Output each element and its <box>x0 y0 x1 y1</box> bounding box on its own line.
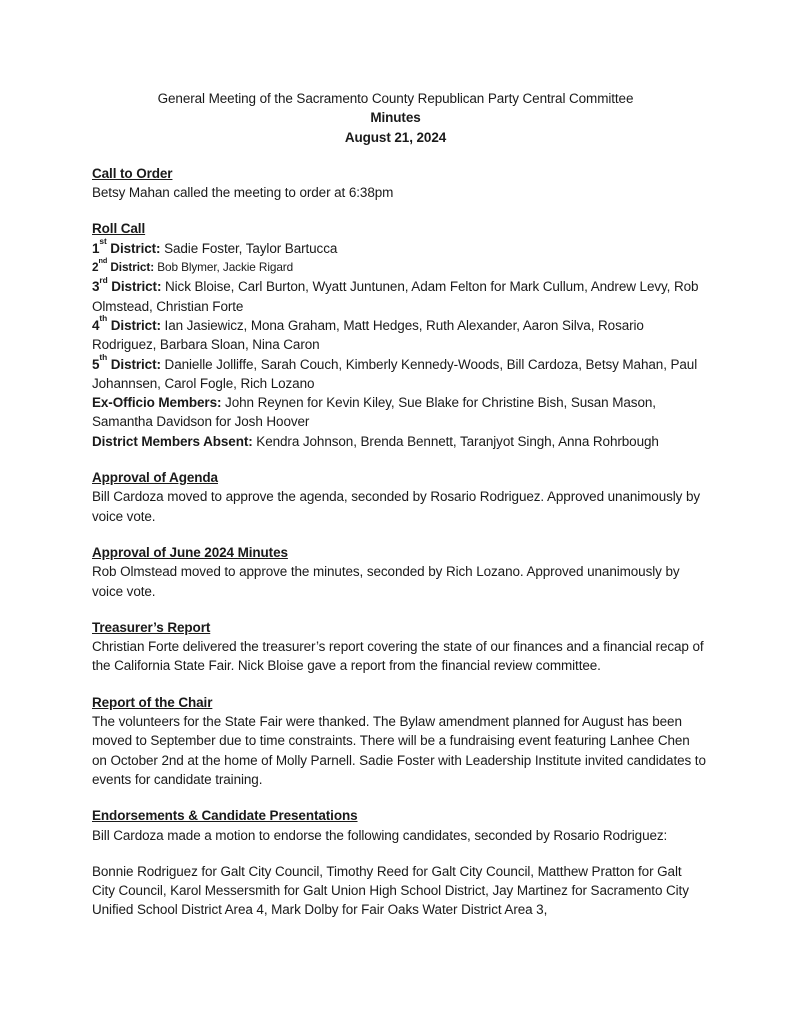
section-treasurers-report <box>92 618 707 676</box>
roll-call-line-district-1 <box>92 236 707 258</box>
roll-call-line-district-4 <box>92 313 707 355</box>
line-members: Ian Jasiewicz, Mona Graham, Matt Hedges, Ruth Alexander, Aaron Silva, Rosario Rodriguez, Barbara Sloan, Nina Caron <box>92 317 644 353</box>
section-endorsements <box>92 806 707 919</box>
document-header <box>92 89 699 147</box>
district-number: 2 <box>92 260 99 275</box>
ordinal-suffix: st <box>99 236 107 247</box>
line-label: District: <box>107 260 155 275</box>
ordinal-suffix: th <box>99 313 108 324</box>
roll-call-line-absent <box>92 432 707 451</box>
treasurers-report-text: Christian Forte delivered the treasurer’s report covering the state of our finances and a financial recap of the California State Fair. Nick Bloise gave a report from the financial review committee. <box>92 639 704 674</box>
line-members: Kendra Johnson, Brenda Bennett, Taranjyot Singh, Anna Rohrbough <box>252 433 659 449</box>
district-number: 5 <box>92 356 100 372</box>
section-call-to-order <box>92 164 707 203</box>
approval-of-june-minutes-text: Rob Olmstead moved to approve the minutes, seconded by Rich Lozano. Approved unanimously by voice vote. <box>92 564 680 599</box>
endorsements-motion-text: Bill Cardoza made a motion to endorse the following candidates, seconded by Rosario Rodriguez: <box>92 827 668 843</box>
approval-of-agenda-text: Bill Cardoza moved to approve the agenda, seconded by Rosario Rodriguez. Approved unanimously by voice vote. <box>92 489 701 524</box>
district-number: 4 <box>92 317 100 333</box>
line-label: District: <box>107 317 161 333</box>
document-date: August 21, 2024 <box>344 129 447 145</box>
section-roll-call <box>92 219 707 451</box>
report-of-the-chair-text: The volunteers for the State Fair were thanked. The Bylaw amendment planned for August has been moved to September due to time constraints. There will be a fundraising event featuring Lanhee Chen on October 2nd at the home of Molly Parnell. Sadie Foster with Leadership Institute invited candidates to events for candidate training. <box>92 714 706 787</box>
section-heading-call-to-order: Call to Order <box>92 165 173 181</box>
line-label: District: <box>107 279 162 295</box>
section-heading-approval-of-june-minutes: Approval of June 2024 Minutes <box>92 544 288 560</box>
section-report-of-the-chair <box>92 693 707 789</box>
district-number: 3 <box>92 279 100 295</box>
district-number: 1 <box>92 240 100 256</box>
line-members: John Reynen for Kevin Kiley, Sue Blake for Christine Bish, Susan Mason, Samantha Davidson for Josh Hoover <box>92 395 656 430</box>
document-subtitle: Minutes <box>370 110 421 126</box>
ordinal-suffix: th <box>99 351 108 362</box>
section-heading-report-of-the-chair: Report of the Chair <box>92 694 213 710</box>
roll-call-line-district-3 <box>92 274 707 316</box>
section-heading-roll-call: Roll Call <box>92 221 146 237</box>
section-heading-approval-of-agenda: Approval of Agenda <box>92 470 218 486</box>
ordinal-suffix: nd <box>98 256 108 266</box>
ordinal-suffix: rd <box>99 274 108 285</box>
line-members: Sadie Foster, Taylor Bartucca <box>160 240 338 256</box>
roll-call-line-district-5 <box>92 351 707 394</box>
endorsements-candidate-list: Bonnie Rodriguez for Galt City Council, Timothy Reed for Galt City Council, Matthew Pratton for Galt City Council, Karol Messersmith for Galt Union High School District, Jay Martinez for Sacramento City Unified School District Area 4, Mark Dolby for Fair Oaks Water District Area 3, <box>92 863 689 918</box>
roll-call-line-district-2 <box>92 258 707 277</box>
roll-call-line-ex-officio <box>92 393 707 432</box>
call-to-order-text: Betsy Mahan called the meeting to order at 6:38pm <box>92 185 394 201</box>
line-label: District: <box>107 356 161 372</box>
section-approval-of-agenda <box>92 468 707 526</box>
line-label: Ex-Officio Members: <box>92 395 222 411</box>
line-label: District: <box>106 240 161 256</box>
section-approval-of-june-minutes <box>92 543 707 601</box>
line-members: Bob Blymer, Jackie Rigard <box>154 260 294 275</box>
line-members: Danielle Jolliffe, Sarah Couch, Kimberly Kennedy-Woods, Bill Cardoza, Betsy Mahan, Paul Johannsen, Carol Fogle, Rich Lozano <box>92 356 698 391</box>
document-title: General Meeting of the Sacramento County Republican Party Central Committee <box>157 91 634 106</box>
line-members: Nick Bloise, Carl Burton, Wyatt Juntunen, Adam Felton for Mark Cullum, Andrew Levy, Rob Olmstead, Christian Forte <box>92 279 699 314</box>
section-heading-endorsements: Endorsements & Candidate Presentations <box>92 808 358 824</box>
line-label: District Members Absent: <box>92 433 253 449</box>
section-heading-treasurers-report: Treasurer’s Report <box>92 619 211 635</box>
